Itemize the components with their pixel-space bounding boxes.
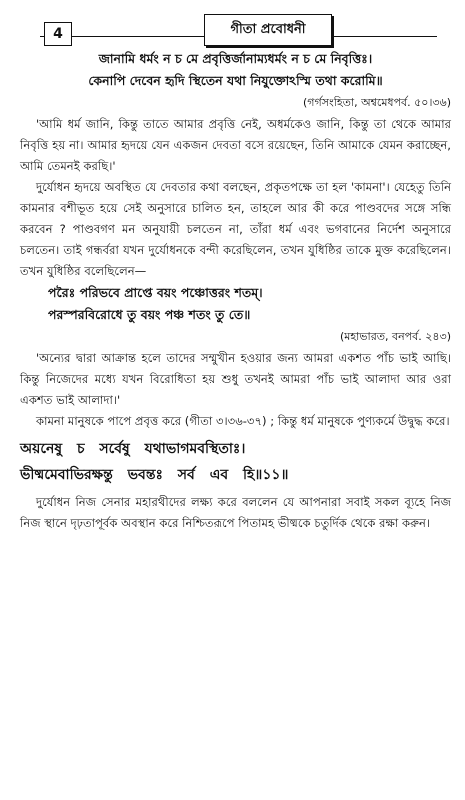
gita-verse-line-2: ভীষ্মমেবাভিরক্ষন্তু ভবন্তঃ সর্ব এব হি॥১১॥ bbox=[20, 467, 289, 483]
paragraph-5: দুর্যোধন নিজ সেনার মহারথীদের লক্ষ্য করে বললেন যে আপনারা সবাই সকল ব্যূহে নিজ নিজ স্থানে দৃঢ়তাপূর্বক অবস্থান করে নিশ্চিতরূপে পিতামহ ভীষ্মকে চতুর্দিক থেকে রক্ষা করুন। bbox=[20, 495, 451, 530]
running-title: গীতা প্রবোধনী bbox=[204, 14, 332, 46]
page-header bbox=[20, 0, 451, 44]
page-content bbox=[20, 44, 451, 534]
paragraph-1: 'আমি ধর্ম জানি, কিন্তু তাতে আমার প্রবৃত্তি নেই, অধর্মকেও জানি, কিন্তু তা থেকে আমার নিবৃত্তি হয় না। আমার হৃদয়ে যেন একজন দেবতা বসে রয়েছেন, তিনি আমাকে যেমন করাচ্ছেন, আমি তেমনই করছি।' bbox=[20, 117, 451, 173]
paragraph-2: দুর্যোধন হৃদয়ে অবস্থিত যে দেবতার কথা বলছেন, প্রকৃতপক্ষে তা হল 'কামনা'। যেহেতু তিনি কামনার বশীভূত হয়ে সেই অনুসারে চালিত হন, তাহলে আর কী করে পাণ্ডবদের সঙ্গে সন্ধি করবেন ? পাণ্ডবগণ মন অনুযায়ী চলতেন না, তাঁরা ধর্ম এবং ভগবানের নির্দেশ অনুসারে চলতেন। তাই গন্ধর্বরা যখন দুর্যোধনকে বন্দী করেছিলেন, তখন যুধিষ্ঠির তাকে মুক্ত করেছিলেন। তখন যুধিষ্ঠির বলেছিলেন— bbox=[20, 180, 451, 278]
sloka-1-line-2: কেনাপি দেবেন হৃদি স্থিতেন যথা নিযুক্তোঽস্মি তথা করোমি॥ bbox=[88, 73, 383, 88]
page-number: 4 bbox=[44, 22, 72, 46]
gita-verse-line-1: অয়নেষু চ সর্বেষু যথাভাগমবস্থিতাঃ। bbox=[20, 441, 246, 457]
sloka-2-line-2: পরস্পরবিরোধে তু বয়ং পঞ্চ শতং তু তে॥ bbox=[48, 307, 251, 322]
paragraph-3: 'অন্যের দ্বারা আক্রান্ত হলে তাদের সম্মুখীন হওয়ার জন্য আমরা একশত পাঁচ ভাই আছি। কিন্তু নিজেদের মধ্যে যখন বিরোধিতা হয় শুধু তখনই আমরা পাঁচ ভাই আলাদা আর ওরা একশত ভাই আলাদা।' bbox=[20, 351, 451, 407]
sloka-1-reference: (গর্গসংহিতা, অশ্বমেধপর্ব. ৫০।৩৬) bbox=[303, 96, 451, 109]
sloka-1-line-1: জানামি ধর্মং ন চ মে প্রবৃত্তির্জানাম্যধর্মং ন চ মে নিবৃত্তিঃ। bbox=[98, 51, 373, 66]
sloka-2-reference: (মহাভারত, বনপর্ব. ২৪৩) bbox=[339, 330, 451, 343]
paragraph-4: কামনা মানুষকে পাপে প্রবৃত্ত করে (গীতা ৩।৩৬-৩৭) ; কিন্তু ধর্ম মানুষকে পুণ্যকর্মে উদ্বুদ্ধ করে। bbox=[36, 414, 450, 428]
sloka-2-line-1: পরৈঃ পরিভবে প্রাপ্তে বয়ং পঞ্চোত্তরং শতম্। bbox=[48, 285, 263, 300]
